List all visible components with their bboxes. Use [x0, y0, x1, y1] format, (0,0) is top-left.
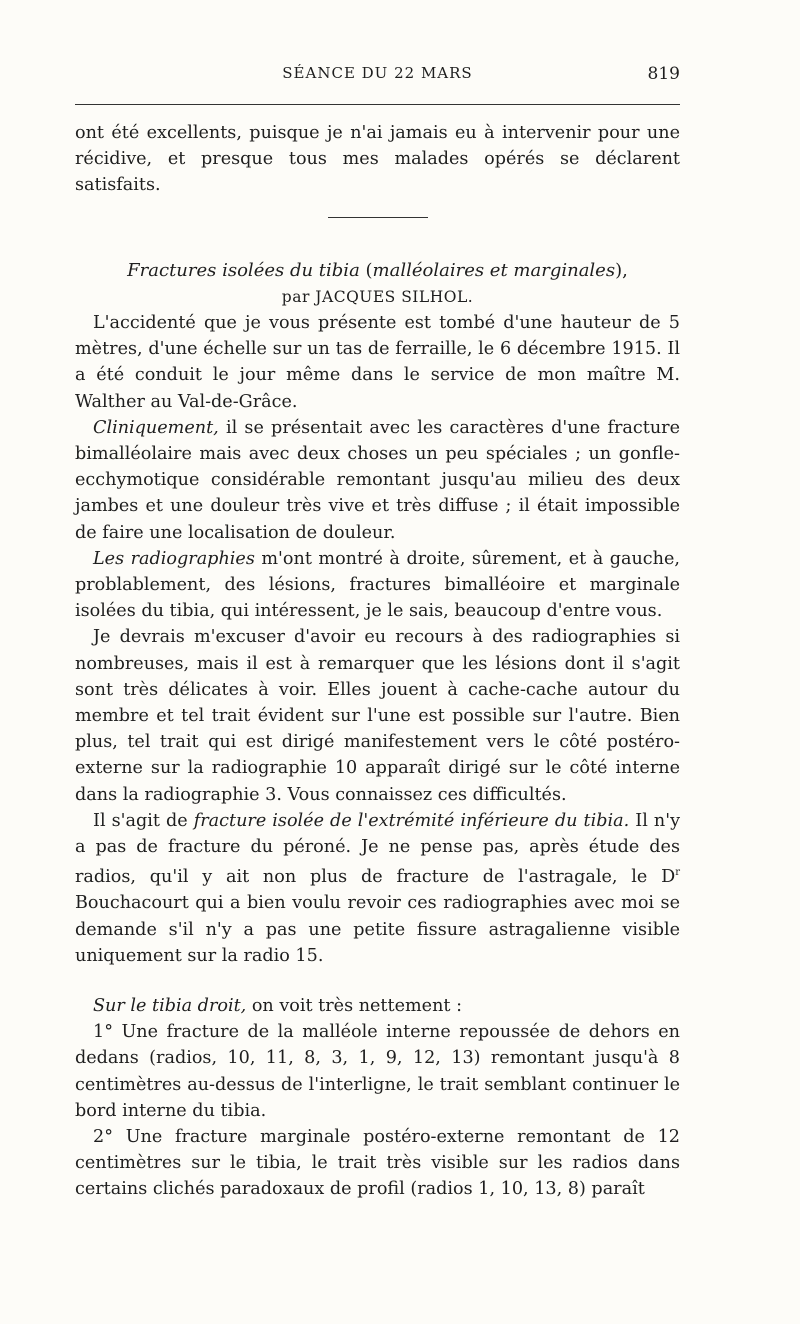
paragraph-6-text: on voit très nettement : [246, 995, 463, 1016]
page-number: 819 [647, 64, 680, 84]
title-part-c: malléolaires et marginales [372, 259, 616, 281]
paragraph-continuation: ont été excellents, puisque je n'ai jamais eu à intervenir pour une récidive, et presque tous mes malades opérés se déclarent satisfaits. [75, 123, 680, 196]
paragraph-5-a: Il s'agit de [93, 810, 194, 831]
paragraph-5-sup: r [675, 867, 680, 879]
paragraph-gap [75, 969, 680, 993]
paragraph-7: 1° Une fracture de la malléole interne repoussée de dehors en dedans (radios, 10, 11, 8, 3, 1, 9, 12, 13) remontant jusqu'à 8 centimètres au-dessus de l'interligne, le trait semblant continuer le bord interne du tibia. [75, 1022, 680, 1121]
page-header [75, 64, 680, 88]
title-paren-close: ), [615, 259, 628, 281]
paragraph-2-lead: Cliniquement, [93, 417, 219, 438]
paragraph-2-text: il se présentait avec les caractères d'une fracture bimalléolaire mais avec deux choses un peu spéciales ; un gonfle-ecchymotique considérable remontant jusqu'au milieu des deux jambes et une douleur très vive et très diffuse ; il était impossible de faire une localisation de douleur. [75, 417, 680, 543]
paragraph-8: 2° Une fracture marginale postéro-externe remontant de 12 centimètres sur le tibia, le trait très visible sur les radios dans certains clichés paradoxaux de profil (radios 1, 10, 13, 8) paraît [75, 1126, 680, 1200]
paragraph-3 [75, 546, 680, 625]
paragraph-3-lead: Les radiographies [93, 548, 255, 569]
paragraph-3-text: m'ont montré à droite, sûrement, et à gauche, problablement, des lésions, fractures bimalléoire et marginale isolées du tibia, qui intéressent, je le sais, beaucoup d'entre vous. [75, 548, 680, 622]
byline: par JACQUES SILHOL. [281, 287, 474, 306]
paragraph-5 [75, 808, 680, 969]
paragraph-5-b: Il n'y a pas de fracture du péroné. Je ne pense pas, après étude des radios, qu'il y ait non plus de fracture de l'astragale, le D [75, 810, 681, 888]
title-part-a: Fractures isolées du tibia [127, 259, 360, 281]
title-paren-open: ( [359, 259, 373, 281]
header-rule [75, 104, 680, 105]
section-separator [328, 217, 428, 218]
body-text [75, 120, 680, 1203]
paragraph-2 [75, 415, 680, 546]
paragraph-4: Je devrais m'excuser d'avoir eu recours à des radiographies si nombreuses, mais il est à remarquer que les lésions dont il s'agit sont très délicates à voir. Elles jouent à cache-cache autour du membre et tel trait évident sur l'une est possible sur l'autre. Bien plus, tel trait qui est dirigé manifestement vers le côté postéro-externe sur la radiographie 10 apparaît dirigé sur le côté interne dans la radiographie 3. Vous connaissez ces difficultés. [75, 627, 680, 805]
paragraph-5-emphasis: fracture isolée de l'extrémité inférieure du tibia. [193, 810, 630, 831]
paragraph-6 [75, 993, 680, 1019]
paragraph-5-c: Bouchacourt qui a bien voulu revoir ces radiographies avec moi se demande s'il n'y a pas une petite fissure astragalienne visible uniquement sur la radio 15. [75, 893, 680, 966]
article-title [75, 258, 680, 284]
paragraph-6-lead: Sur le tibia droit, [93, 995, 247, 1016]
running-title: SÉANCE DU 22 MARS [282, 64, 473, 82]
paragraph-1: L'accidenté que je vous présente est tombé d'une hauteur de 5 mètres, d'une échelle sur un tas de ferraille, le 6 décembre 1915. Il a été conduit le jour même dans le service de mon maître M. Walther au Val-de-Grâce. [75, 313, 680, 412]
